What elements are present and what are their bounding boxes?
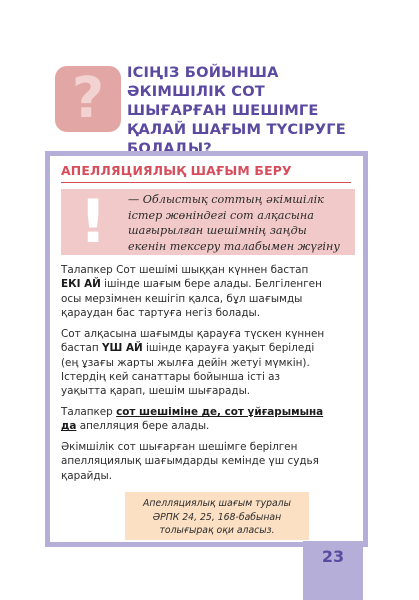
note-line: Апелляциялық шағым туралы [143,498,291,509]
text-line: Сот алқасына шағымды қарауға түскен күннен [61,328,325,340]
text-line: Талапкер [61,406,117,418]
text-line: ішінде шағым бере алады. Белгіленген [100,278,322,291]
text-line: ішінде қарауға уақыт беріледі [142,342,315,355]
text-line: апелляциялық шағымдарды кемінде үш судья [61,455,319,468]
paragraph-appeal-scope [61,405,353,434]
quote-line: шағырылған шешімнің заңды [128,224,307,237]
paragraph-deadline [61,263,353,320]
text-line: қарайды. [61,469,113,482]
section-divider [61,182,351,183]
emphasis-term: сот шешіміне де, сот ұйғарымына [116,406,324,418]
reference-note [125,497,309,538]
emphasis-term: да [61,420,77,433]
question-tile [55,66,121,132]
title-line: ШЫҒАРҒАН ШЕШІМГЕ [127,102,319,119]
page-title [127,63,377,158]
paragraph-review-period [61,327,353,398]
section-heading: АПЕЛЛЯЦИЯЛЫҚ ШАҒЫМ БЕРУ [61,163,292,178]
text-line: (ең ұзағы жарты жылға дейін жетуі мүмкін). [61,356,310,369]
page-number: 23 [321,547,345,566]
text-line: Әкімшілік сот шығарған шешімге берілген [61,441,298,453]
text-line: Істердің кей санаттары бойынша істі аз [61,370,281,383]
note-line: толығырақ оқи аласыз. [159,525,275,536]
quote-line: — Облыстық соттың әкімшілік [128,193,324,206]
quote-text [128,192,350,254]
text-line: уақытта қарап, шешім шығарады. [61,385,251,398]
emphasis-term: ЕКІ АЙ [61,278,101,291]
text-line: апелляция бере алады. [76,420,210,433]
exclamation-icon: ! [79,187,107,257]
text-line: Талапкер Сот шешімі шыққан күннен бастап [61,264,309,276]
quote-line: істер жөніндегі сот алқасына [128,208,314,222]
title-line: ӘКІМШІЛІК СОТ [127,83,265,100]
text-line: қараудан бас тартуға негіз болады. [61,306,261,319]
paragraph-judges [61,440,353,483]
title-line: ІСІҢІЗ БОЙЫНША [127,64,279,81]
emphasis-term: ҮШ АЙ [102,342,143,355]
question-mark-icon: ? [71,66,105,131]
note-line: ӘРПК 24, 25, 168-бабынан [152,511,282,523]
title-line: ҚАЛАЙ ШАҒЫМ ТҮСІРУГЕ [127,121,346,138]
quote-line: екенін тексеру талабымен жүгіну [128,239,340,253]
text-line: бастап [61,342,103,355]
text-line: осы мерзімнен кешігіп қалса, бұл шағымды [61,292,303,305]
title-line: БОЛАДЫ? [127,140,212,157]
